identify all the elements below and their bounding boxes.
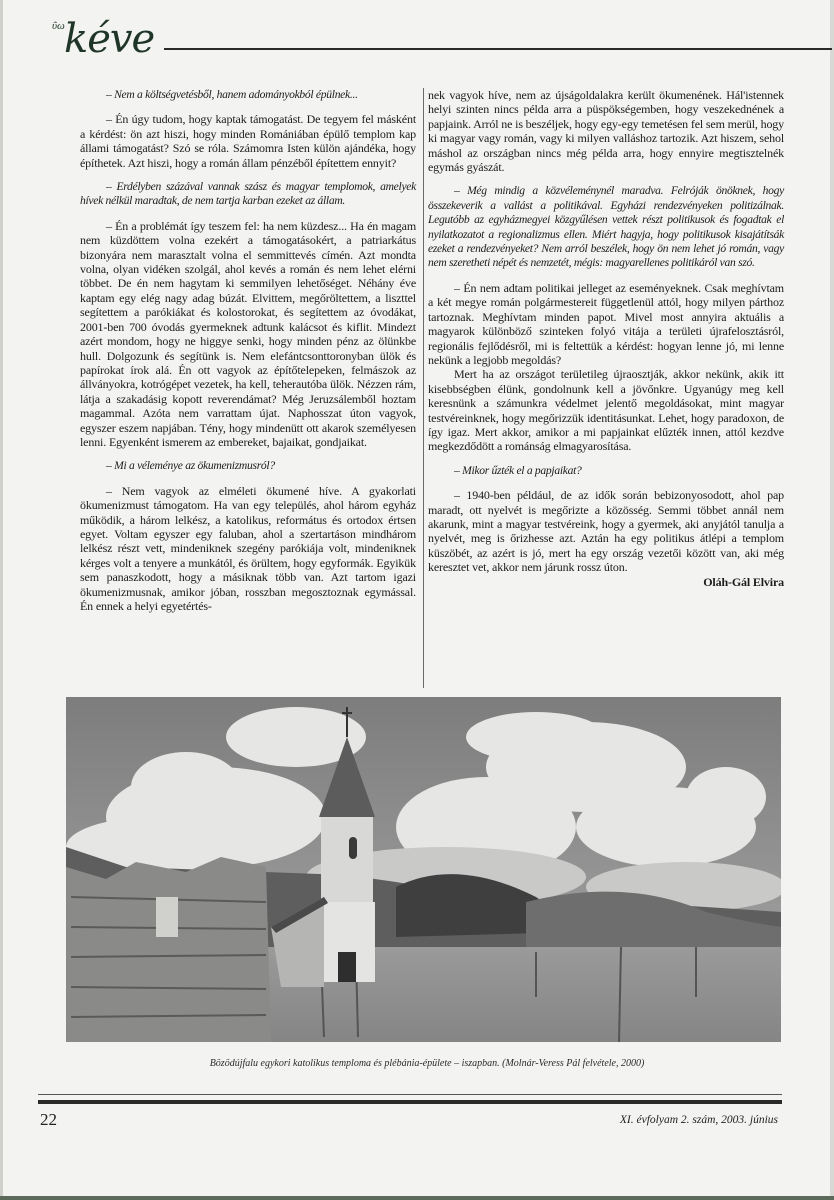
footer-rule xyxy=(38,1100,782,1104)
wall-window xyxy=(156,897,178,937)
article-column-left xyxy=(80,88,416,613)
column-divider xyxy=(423,88,424,688)
header-rule xyxy=(164,48,832,50)
interview-answer: – Én úgy tudom, hogy kaptak támogatást. De tegyem fel másként a kérdést: ön azt hiszi, hogy minden Romániában épülő templom kap állami támogatást? Szó se róla. Számomra Isten külön ajándéka, hogy építhetek. Azt hiszi, hogy a román állam pénzéből építettem ennyit? xyxy=(80,112,416,170)
footer-rule xyxy=(38,1094,782,1095)
photo-caption: Bözödújfalu egykori katolikus temploma és plébánia-épülete – iszapban. (Molnár-Veress Pál felvétele, 2000) xyxy=(209,1058,645,1069)
author-signature: Oláh-Gál Elvira xyxy=(703,574,784,589)
issue-info: XI. évfolyam 2. szám, 2003. június xyxy=(619,1114,778,1126)
photo-illustration xyxy=(66,697,781,1042)
magazine-logo: kéve xyxy=(64,16,155,62)
page-number: 22 xyxy=(40,1110,57,1129)
interview-question: – Mikor űzték el a papjaikat? xyxy=(454,463,582,477)
article-column-right xyxy=(428,88,784,599)
ruined-wall xyxy=(66,857,271,1042)
interview-question: – Még mindig a közvéleménynél maradva. Felróják önöknek, hogy összekeverik a vallást a politikával. Egyházi rendezvényeken politizálnak. Legutóbb az egyházmegyei közgyűlésen vettek részt politikusok és fogadtak el nyilatkozatot a regionalizmus ellen. Miért hagyja, hogy politikusok kisajátítsák ezeket a rendezvényeket? Nem arról beszélek, hogy ön nem lehet jó román, vagy nem szeretheti népét és nemzetét, mégis: magyarellenes politikáról van szó. xyxy=(428,184,784,270)
interview-question: – Erdélyben százával vannak szász és magyar templomok, amelyek hívek nélkül maradtak, de nem tartja karban ezeket az állam. xyxy=(80,180,416,208)
interview-question: – Mi a véleménye az ökumenizmusról? xyxy=(106,459,275,473)
masthead xyxy=(52,10,782,60)
church-ruin-photo xyxy=(66,697,781,1042)
interview-answer-continued: nek vagyok híve, nem az újságoldalakra került ökumenének. Hál'istennek helyi szinten nincs példa arra a püspökségemben, hogy veszekednének a papjaink. Arról ne is beszéljek, hogy egy-egy temetésen fel sem merül, hogy ki magyar vagy román, vagy ki milyen valláshoz tartozik. Azt hiszem, sehol máshol az országban nincs még példa arra, hogy ennyire megtisztelnék egymás gyászát. xyxy=(428,88,784,175)
page-edge xyxy=(0,0,3,1200)
interview-answer: – Nem vagyok az elméleti ökumené híve. A gyakorlati ökumenizmust támogatom. Ha van egy település, ahol három egyház működik, a három lelkész, a katolikus, református és ortodox értsen egyet. Voltam egyszer egy faluban, ahol a szertartáson mindhárom lelkész részt vett, mindeniknek szegény parókiája volt, mindeniknek kérges volt a tenyere a munkától, és örültem, hogy egyformák. Egyikük sem panaszkodott, hogy a másiknak több van. Azt tartom igazi ökumenizmusnak, amikor jóban, rosszban megosztoznak egymással. Én ennek a helyi egyetértés- xyxy=(80,483,416,613)
interview-answer: Mert ha az országot területileg újraosztják, akkor nekünk, akik itt kisebbségben élünk, gondolnunk kell a jövőnkre. Ugyanúgy meg kell keresnünk a számunkra védelmet jelentő megoldásokat, mint magyar testvéreinknek, hogy megőrizzük identitásunkat. Lehet, hogy paradoxon, de így igaz. Mert akkor, amikor a mi papjainkat elűzték innen, attól kezdve megkezdődött a románság elmagyarosítása. xyxy=(428,367,784,454)
logo-small: ΰω xyxy=(52,20,65,32)
interview-answer: – Én a problémát így teszem fel: ha nem küzdesz... Ha én magam nem küzdöttem volna ezekért a támogatásokért, a patriarkátus bizonyára nem marasztalt volna el semmittevés címén. Azt mondta volna, olyan vidéken szolgál, ahol kevés a román és nem lehet elérni többet. De én nem hagytam ki semmilyen lehetőséget. Néhány éve kaptam egy elég nagy adag búzát. Elvittem, megőröltettem, a liszttel segítettem a parókiákat és kolostorokat, és segítettem az óvodákat, 2001-ben 700 óvodás gyermeknek adtunk kalácsot és kiflit. Mindezt azért mondom, hogy ne higgye senki, hogy minden pénz az ölünkbe hull. Dolgozunk és segítünk is. Nem elefántcsonttoronyban ülök és papírokat írok alá. Én ott vagyok az építőtelepeken, felmászok az állványokra, kotrógépet vezetek, ha kell, teherautóba ülök. Nézzen rám, látja a szakadásig kopott reverendámat? Még Jeruzsálemből hoztam magammal. Azóta nem varrattam újat. Naphosszat úton vagyok, egyszer eszem napjában. Tény, hogy mindenütt ott akarok személyesen lenni. Egyenként ismerem az embereket, bajaikat, gondjaikat. xyxy=(80,218,416,449)
interview-question: – Nem a költségvetésből, hanem adományokból épülnek... xyxy=(106,88,358,101)
page-edge xyxy=(830,0,834,1200)
interview-answer: – 1940-ben például, de az idők során bebizonyosodott, ahol pap maradt, ott nyelvét is megőrizte a közösség. Semmi többet annál nem akarunk, mint a magyar testvéreink, hogy a gyermek, aki anyjától tanulja a nyelvét, meg is őrizhesse azt. Aztán ha egy politikus átlépi a templom küszöbét, az azért is jó, mert ha egy ország vezetői között van, aki még keresztet vet, akkor nem járunk rossz úton. xyxy=(428,488,784,575)
page-edge xyxy=(0,1196,834,1200)
interview-answer: – Én nem adtam politikai jelleget az eseményeknek. Csak meghívtam a két megye román polgármestereit függetlenül attól, hogy milyen párthoz tartoznak. Meghívtam minden papot. Mivel most annyira aktuális a magyarok különböző szinteken folyó vitája a területi újrafelosztásról, regionális fejlődésről, mi is feltettük a kérdést: hogyan lenne jó, mi lenne nekünk a legjobb megoldás? xyxy=(428,280,784,367)
